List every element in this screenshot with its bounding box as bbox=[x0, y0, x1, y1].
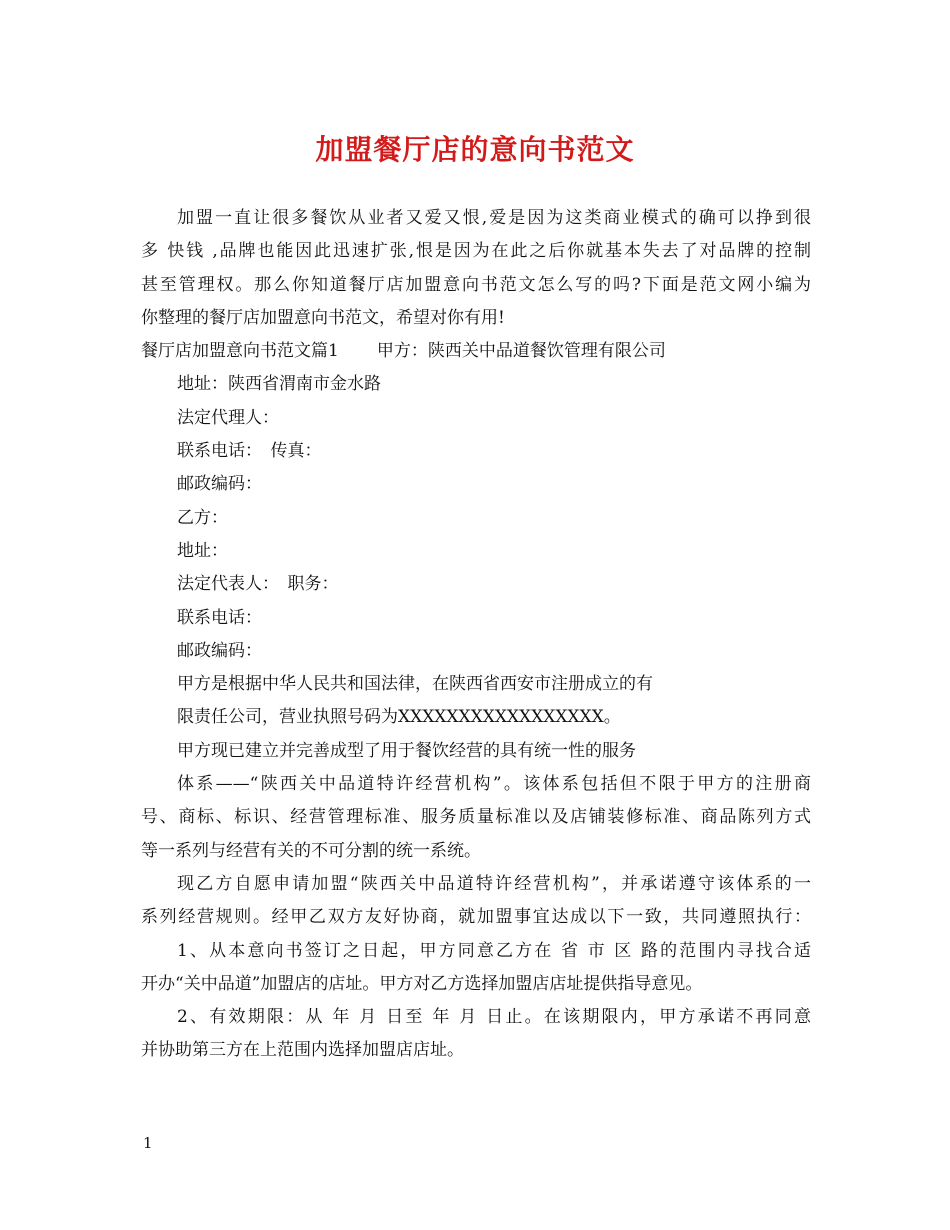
party-a-name: 甲方：陕西关中品道餐饮管理有限公司 bbox=[376, 341, 666, 362]
intro-line-2: 多 快钱 ,品牌也能因此迅速扩张,恨是因为在此之后你就基本失去了对品牌的控制 bbox=[141, 241, 811, 262]
application-line-1: 现乙方自愿申请加盟“陕西关中品道特许经营机构”，并承诺遵守该体系的一 bbox=[177, 873, 811, 894]
sample-heading: 餐厅店加盟意向书范文篇1 bbox=[141, 341, 339, 362]
page-number: 1 bbox=[143, 1134, 153, 1152]
party-b-address: 地址： bbox=[177, 540, 228, 561]
party-a-registration-line-1: 甲方是根据中华人民共和国法律，在陕西省西安市注册成立的有 bbox=[177, 674, 653, 695]
system-line-3: 号、商标、标识、经营管理标准、服务质量标准以及店铺装修标准、商品陈列方式 bbox=[141, 807, 811, 828]
clause-2-line-2: 并协助第三方在上范围内选择加盟店店址。 bbox=[141, 1040, 464, 1061]
intro-line-3: 甚至管理权。那么你知道餐厅店加盟意向书范文怎么写的吗?下面是范文网小编为 bbox=[141, 274, 811, 295]
party-b-legal-representative: 法定代表人： 职务： bbox=[177, 574, 339, 595]
party-a-address: 地址：陕西省渭南市金水路 bbox=[177, 374, 381, 395]
party-a-postcode: 邮政编码： bbox=[177, 474, 262, 495]
party-a-phone-fax: 联系电话： 传真： bbox=[177, 441, 322, 462]
clause-2-line-1: 2、有效期限：从 年 月 日至 年 月 日止。在该期限内，甲方承诺不再同意 bbox=[177, 1007, 811, 1028]
intro-line-4: 你整理的餐厅店加盟意向书范文，希望对你有用! bbox=[141, 307, 505, 328]
system-line-2: 体系——“陕西关中品道特许经营机构”。该体系包括但不限于甲方的注册商 bbox=[177, 774, 811, 795]
sample-heading-line bbox=[141, 335, 811, 368]
party-b-phone: 联系电话： bbox=[177, 607, 262, 628]
clause-1-line-2: 开办“关中品道”加盟店的店址。甲方对乙方选择加盟店店址提供指导意见。 bbox=[141, 973, 703, 994]
party-a-registration-line-2: 限责任公司，营业执照号码为XXXXXXXXXXXXXXXXX。 bbox=[177, 707, 621, 728]
intro-line-1: 加盟一直让很多餐饮从业者又爱又恨,爱是因为这类商业模式的确可以挣到很 bbox=[177, 208, 811, 228]
application-line-2: 系列经营规则。经甲乙双方友好协商，就加盟事宜达成以下一致，共同遵照执行： bbox=[141, 907, 811, 928]
party-a-legal-agent: 法定代理人： bbox=[177, 407, 279, 428]
party-b-label: 乙方： bbox=[177, 507, 228, 528]
document-title: 加盟餐厅店的意向书范文 bbox=[315, 133, 635, 166]
party-b-postcode: 邮政编码： bbox=[177, 640, 262, 661]
system-line-1: 甲方现已建立并完善成型了用于餐饮经营的具有统一性的服务 bbox=[177, 740, 636, 761]
document-body bbox=[141, 202, 811, 1068]
system-line-4: 等一系列与经营有关的不可分割的统一系统。 bbox=[141, 840, 481, 861]
clause-1-line-1: 1、从本意向书签订之日起，甲方同意乙方在 省 市 区 路的范围内寻找合适 bbox=[177, 940, 811, 961]
